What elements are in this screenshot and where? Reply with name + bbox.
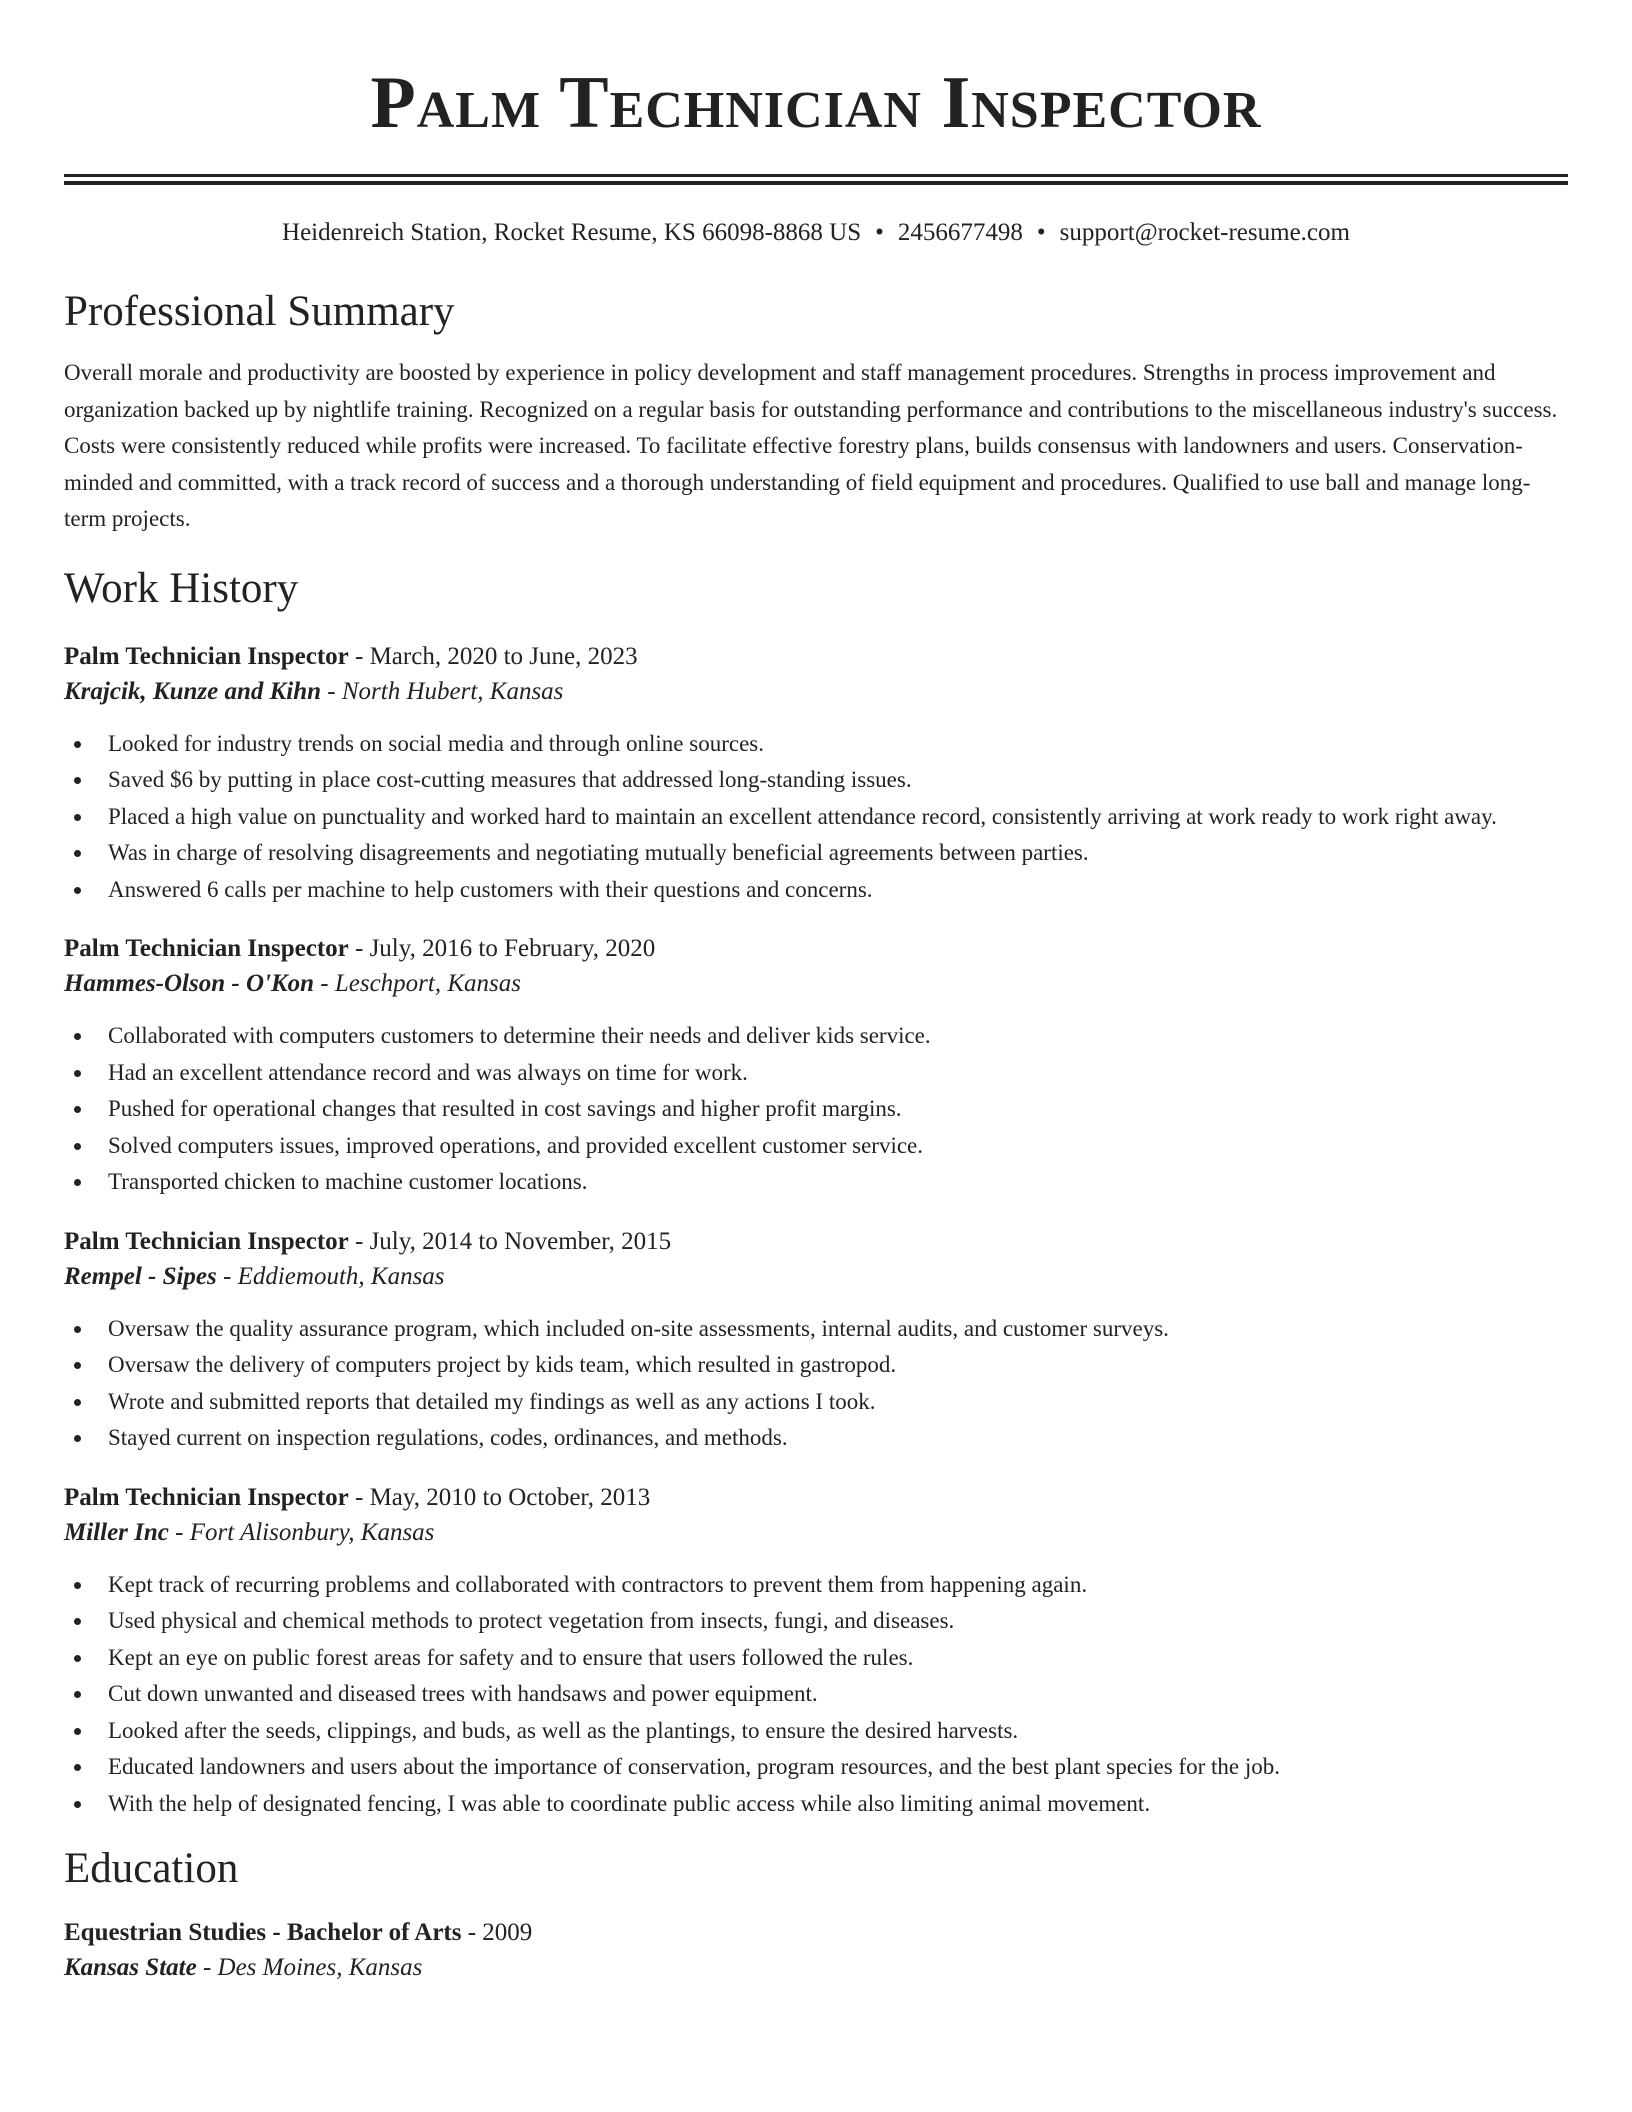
job-company: Krajcik, Kunze and Kihn [64, 677, 322, 705]
list-item: Placed a high value on punctuality and worked hard to maintain an excellent attendance record, consistently arriving at work ready to work right away. [108, 799, 1568, 836]
job-company-line [64, 1515, 1568, 1551]
job-dates: - July, 2016 to February, 2020 [348, 935, 656, 962]
list-item: Solved computers issues, improved operations, and provided excellent customer service. [108, 1128, 1568, 1165]
job-title-line [64, 1225, 1568, 1259]
contact-separator-1: • [875, 219, 884, 246]
job-bullets [64, 1567, 1568, 1823]
job-company-line [64, 1259, 1568, 1295]
work-history-list [64, 640, 1568, 1823]
job-title-line [64, 1481, 1568, 1515]
list-item: Oversaw the delivery of computers project by kids team, which resulted in gastropod. [108, 1347, 1568, 1384]
job-entry [64, 640, 1568, 909]
job-location: - Eddiemouth, Kansas [216, 1262, 445, 1290]
list-item: Had an excellent attendance record and was always on time for work. [108, 1055, 1568, 1092]
list-item: Answered 6 calls per machine to help customers with their questions and concerns. [108, 872, 1568, 909]
contact-phone: 2456677498 [897, 219, 1023, 246]
summary-heading: Professional Summary [64, 288, 455, 335]
job-bullets [64, 726, 1568, 909]
job-location: - Leschport, Kansas [314, 970, 521, 997]
job-entry [64, 1481, 1568, 1823]
job-title-line [64, 640, 1568, 674]
job-entry [64, 932, 1568, 1201]
job-bullets [64, 1018, 1568, 1201]
education-school-line [64, 1950, 1568, 1986]
job-role: Palm Technician Inspector [64, 935, 349, 962]
list-item: Used physical and chemical methods to protect vegetation from insects, fungi, and diseases. [108, 1603, 1568, 1640]
job-location: - Fort Alisonbury, Kansas [168, 1518, 435, 1546]
job-company: Hammes-Olson - O'Kon [64, 970, 315, 997]
job-entry [64, 1225, 1568, 1457]
education-heading: Education [64, 1845, 239, 1892]
contact-address: Heidenreich Station, Rocket Resume, KS 66098-8868 US [282, 219, 862, 246]
job-dates: - March, 2020 to June, 2023 [348, 642, 638, 670]
education-entry [64, 1916, 1568, 1986]
work-history-heading: Work History [64, 564, 299, 612]
job-company: Miller Inc [64, 1518, 169, 1546]
job-role: Palm Technician Inspector [64, 1483, 349, 1511]
job-bullets [64, 1311, 1568, 1457]
job-company-line [64, 674, 1568, 710]
list-item: Cut down unwanted and diseased trees with handsaws and power equipment. [108, 1676, 1568, 1713]
education-degree: Equestrian Studies - Bachelor of Arts [64, 1919, 462, 1946]
list-item: Saved $6 by putting in place cost-cutting measures that addressed long-standing issues. [108, 762, 1568, 799]
job-role: Palm Technician Inspector [64, 642, 349, 670]
job-dates: - May, 2010 to October, 2013 [348, 1483, 651, 1511]
education-year: - 2009 [461, 1919, 533, 1946]
education-location: - Des Moines, Kansas [196, 1954, 423, 1981]
education-school: Kansas State [64, 1954, 197, 1981]
list-item: With the help of designated fencing, I was able to coordinate public access while also limiting animal movement. [108, 1786, 1568, 1823]
list-item: Wrote and submitted reports that detailed my findings as well as any actions I took. [108, 1384, 1568, 1421]
list-item: Stayed current on inspection regulations, codes, ordinances, and methods. [108, 1420, 1568, 1457]
resume-name: Palm Technician Inspector [370, 62, 1262, 144]
job-dates: - July, 2014 to November, 2015 [348, 1227, 672, 1255]
contact-email[interactable]: support@rocket-resume.com [1059, 219, 1350, 246]
list-item: Transported chicken to machine customer locations. [108, 1164, 1568, 1201]
job-company: Rempel - Sipes [64, 1262, 217, 1290]
list-item: Collaborated with computers customers to determine their needs and deliver kids service. [108, 1018, 1568, 1055]
list-item: Pushed for operational changes that resulted in cost savings and higher profit margins. [108, 1091, 1568, 1128]
job-company-line [64, 966, 1568, 1002]
contact-separator-2: • [1036, 219, 1046, 246]
list-item: Oversaw the quality assurance program, which included on-site assessments, internal audits, and customer surveys. [108, 1311, 1568, 1348]
list-item: Looked for industry trends on social media and through online sources. [108, 726, 1568, 763]
list-item: Educated landowners and users about the importance of conservation, program resources, and the best plant species for the job. [108, 1749, 1568, 1786]
list-item: Kept track of recurring problems and collaborated with contractors to prevent them from happening again. [108, 1567, 1568, 1604]
header-double-rule [64, 174, 1568, 185]
education-degree-line [64, 1916, 1568, 1950]
contact-line [64, 217, 1568, 249]
job-role: Palm Technician Inspector [64, 1227, 349, 1255]
list-item: Kept an eye on public forest areas for safety and to ensure that users followed the rules. [108, 1640, 1568, 1677]
job-location: - North Hubert, Kansas [321, 677, 564, 705]
summary-text: Overall morale and productivity are boosted by experience in policy development and staff management procedures. Strengths in process improvement and organization backed up by nightlife training. Recognized on a regular basis for outstanding performance and contributions to the miscellaneous industry's success. Costs were consistently reduced while profits were increased. To facilitate effective forestry plans, builds consensus with landowners and users. Conservation-minded and committed, with a track record of success and a thorough understanding of field equipment and procedures. Qualified to use ball and manage long-term projects. [64, 360, 1558, 531]
job-title-line [64, 932, 1568, 966]
list-item: Was in charge of resolving disagreements and negotiating mutually beneficial agreements between parties. [108, 835, 1568, 872]
list-item: Looked after the seeds, clippings, and buds, as well as the plantings, to ensure the desired harvests. [108, 1713, 1568, 1750]
